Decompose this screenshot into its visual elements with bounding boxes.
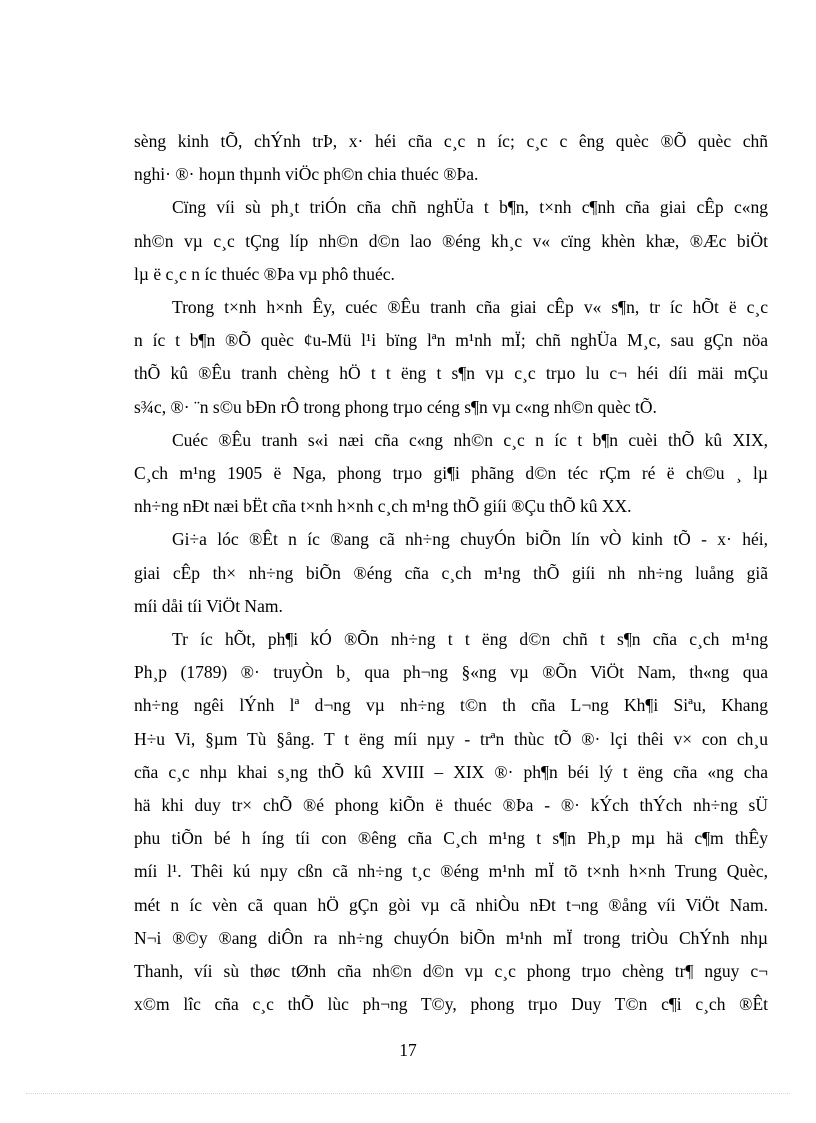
- text-line: cña c¸c nhµ khai s¸ng thÕ kû XVIII – XIX ®· ph¶n béi lý t ëng cña «ng cha: [134, 761, 768, 782]
- body-text: [134, 125, 768, 1021]
- text-line: nh©n vµ c¸c tÇng líp nh©n d©n lao ®éng kh¸c v« cïng khèn khæ, ®Æc biÖt: [134, 230, 768, 251]
- page-body: [134, 125, 768, 1021]
- text-line: Thanh, víi sù thøc tØnh cña nh©n d©n vµ c¸c phong trµo chèng tr¶ nguy c¬: [134, 961, 768, 982]
- text-line: Gi÷a lóc ®Êt n íc ®ang cã nh÷ng chuyÓn biÕn lín vÒ kinh tÕ - x· héi,: [172, 529, 768, 550]
- text-line: s¾c, ®· ¨n s©u bÐn rÔ trong phong trµo céng s¶n vµ c«ng nh©n quèc tÕ.: [134, 396, 657, 417]
- text-line: thÕ kû ®Êu tranh chèng hÖ t t ëng t s¶n vµ c¸c trµo lu c¬ héi díi mäi mÇu: [134, 363, 768, 384]
- text-line: H÷u Vi, §µm Tù §ång. T t ëng míi nµy - trªn thùc tÕ ®· lçi thêi v× con ch¸u: [134, 728, 768, 749]
- text-line: Tr íc hÕt, ph¶i kÓ ®Õn nh÷ng t t ëng d©n chñ t s¶n cña c¸ch m¹ng: [172, 629, 768, 650]
- text-line: Cïng víi sù ph¸t triÓn cña chñ nghÜa t b¶n, t×nh c¶nh cña giai cÊp c«ng: [172, 197, 768, 218]
- text-line: giai cÊp th× nh÷ng biÕn ®éng cña c¸ch m¹ng thÕ giíi nh nh÷ng luång giã: [134, 562, 768, 583]
- text-line: sèng kinh tÕ, chÝnh trÞ, x· héi cña c¸c n íc; c¸c c êng quèc ®Õ quèc chñ: [134, 131, 768, 151]
- page-number: 17: [399, 1040, 417, 1060]
- text-line: N¬i ®©y ®ang diÔn ra nh÷ng chuyÓn biÕn m¹nh mÏ trong triÒu ChÝnh nhµ: [134, 927, 768, 948]
- text-line: mét n íc vèn cã quan hÖ gÇn gòi vµ cã nhiÒu nÐt t¬ng ®ång víi ViÖt Nam.: [134, 894, 768, 915]
- text-line: nh÷ng nÐt næi bËt cña t×nh h×nh c¸ch m¹ng thÕ giíi ®Çu thÕ kû XX.: [134, 496, 632, 517]
- text-line: Cuéc ®Êu tranh s«i næi cña c«ng nh©n c¸c n íc t b¶n cuèi thÕ kû XIX,: [172, 429, 768, 450]
- text-line: C¸ch m¹ng 1905 ë Nga, phong trµo gi¶i phãng d©n téc rÇm ré ë ch©u ¸ lµ: [134, 463, 768, 484]
- text-line: míi l¹. Thêi kú nµy cßn cã nh÷ng t¸c ®éng m¹nh mÏ tõ t×nh h×nh Trung Quèc,: [134, 861, 768, 882]
- text-line: x©m lîc cña c¸c thÕ lùc ph¬ng T©y, phong trµo Duy T©n c¶i c¸ch ®Êt: [134, 994, 768, 1015]
- text-line: míi dåi tíi ViÖt Nam.: [134, 595, 283, 616]
- text-line: phu tiÕn bé h íng tíi con ®êng cña C¸ch m¹ng t s¶n Ph¸p mµ hä c¶m thÊy: [134, 828, 768, 849]
- text-line: Ph¸p (1789) ®· truyÒn b¸ qua ph¬ng §«ng vµ ®Õn ViÖt Nam, th«ng qua: [134, 662, 768, 683]
- text-line: hä khi duy tr× chÕ ®é phong kiÕn ë thuéc ®Þa - ®· kÝch thÝch nh÷ng sÜ: [134, 795, 768, 816]
- text-line: lµ ë c¸c n íc thuéc ®Þa vµ phô thuéc.: [134, 263, 395, 284]
- text-line: nh÷ng ngêi lÝnh lª d¬ng vµ nh÷ng t©n th cña L¬ng Kh¶i Siªu, Khang: [134, 695, 768, 716]
- text-line: n íc t b¶n ®Õ quèc ¢u-Mü l¹i bïng lªn m¹nh mÏ; chñ nghÜa M¸c, sau gÇn nöa: [134, 330, 768, 351]
- text-line: nghi· ®· hoµn thµnh viÖc ph©n chia thuéc ®Þa.: [134, 164, 479, 185]
- text-line: Trong t×nh h×nh Êy, cuéc ®Êu tranh cña giai cÊp v« s¶n, tr íc hÕt ë c¸c: [172, 297, 768, 318]
- page-footer-rule: [26, 1093, 790, 1094]
